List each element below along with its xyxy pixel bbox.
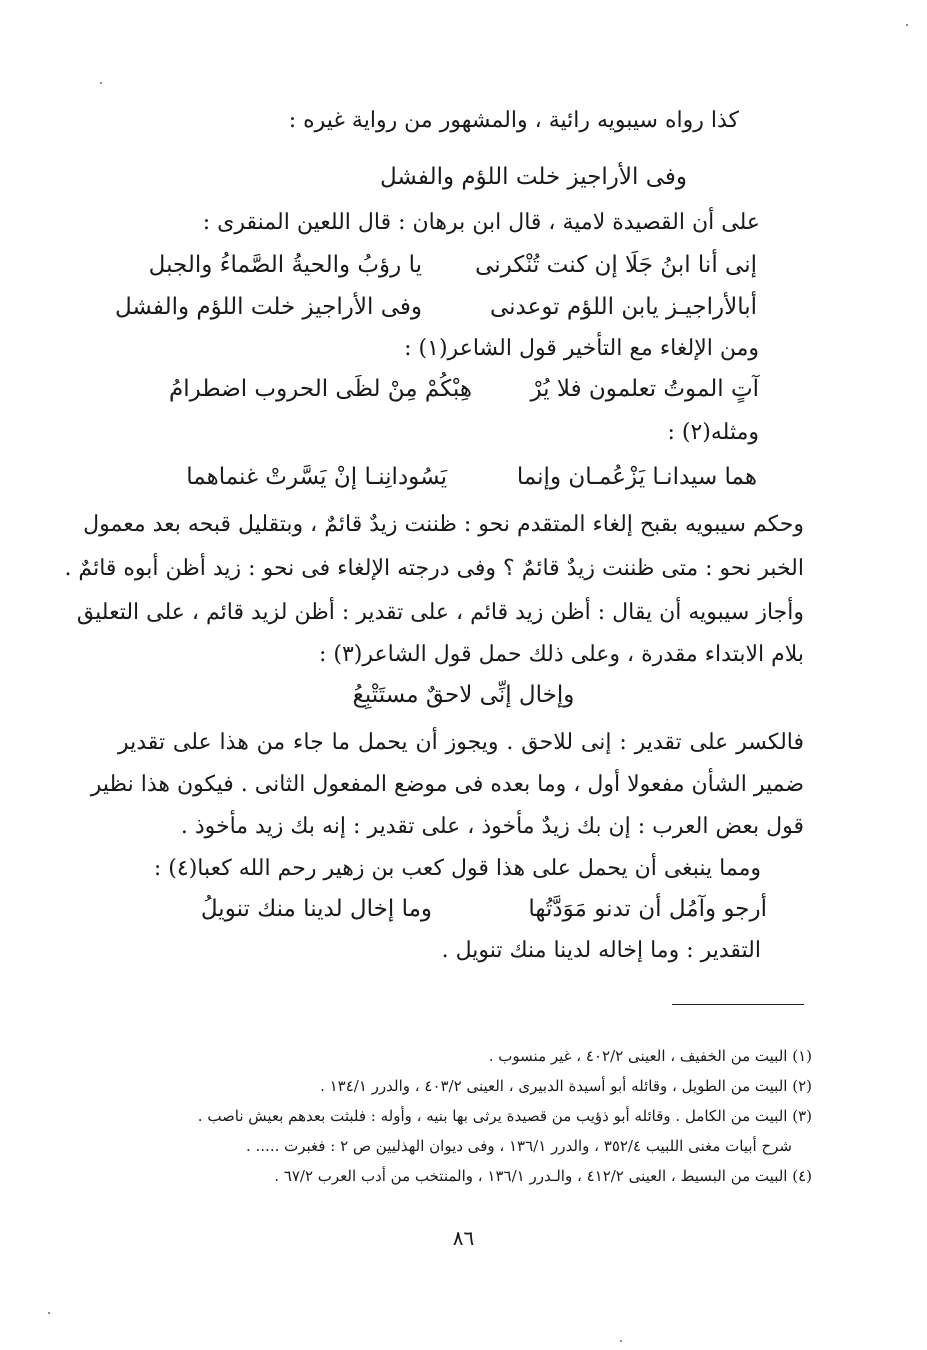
verse-second-hemistich: هِبْكُمْ مِنْ لظَى الحروب اضطرامُ (169, 376, 472, 402)
verse-second-hemistich: وما إخال لدينا منك تنويلُ (200, 896, 432, 922)
text-line: بلام الابتداء مقدرة ، وعلى ذلك حمل قول الشاعر(٣) : (318, 642, 804, 667)
text-line: قول بعض العرب : إن بك زيدٌ مأخوذ ، على تقدير : إنه بك زيد مأخوذ . (180, 814, 804, 839)
verse-half-line: وإخال إنِّى لاحقٌ مستَتْبِعُ (352, 682, 575, 708)
verse-first-hemistich: أرجو وآمُل أن تدنو مَوَدَّتُها (528, 896, 767, 922)
verse-first-hemistich: إنى أنا ابنُ جَلَا إن كنت تُنْكرنى (475, 252, 757, 278)
verse-first-hemistich: أبالأراجيـز يابن اللؤم توعدنى (489, 294, 757, 320)
footnote: (٣) البيت من الكامل . وقائله أبو ذؤيب من قصيدة يرثى بها بنيه ، وأوله : فلبثت بعدهم بعيش ناصب . (197, 1107, 812, 1125)
text-line: ومن الإلغاء مع التأخير قول الشاعر(١) : (404, 336, 759, 361)
scan-speck (100, 82, 102, 84)
text-line: وأجاز سيبويه أن يقال : أظن زيد قائم ، على تقدير : أظن لزيد قائم ، على التعليق (76, 600, 804, 625)
text-line: الخبر نحو : متى ظننت زيدٌ قائمٌ ؟ وفى درجته الإلغاء فى نحو : زيد أظن أبوه قائمٌ . (64, 556, 804, 581)
text-line: التقدير : وما إخاله لدينا منك تنويل . (441, 938, 761, 963)
verse-first-hemistich: آتٍ الموتُ تعلمون فلا يُرْ (530, 376, 759, 402)
text-line: ومثله(٢) : (667, 420, 759, 445)
scan-speck (620, 1340, 622, 1342)
scan-speck (48, 1312, 50, 1314)
text-line: على أن القصيدة لامية ، قال ابن برهان : قال اللعين المنقرى : (202, 210, 760, 235)
verse-first-hemistich: هما سيدانـا يَزْعُمـان وإنما (516, 464, 757, 490)
footnote-separator (672, 1004, 804, 1005)
text-line: ضمير الشأن مفعولا أول ، وما بعده فى موضع المفعول الثانى . فيكون هذا نظير (90, 772, 804, 797)
verse-second-hemistich: وفى الأراجيز خلت اللؤم والفشل (115, 294, 422, 320)
verse-second-hemistich: يَسُودانِنـا إنْ يَسَّرتْ غنماهما (186, 464, 447, 490)
text-line: ومما ينبغى أن يحمل على هذا قول كعب بن زهير رحم الله كعبا(٤) : (153, 856, 761, 881)
footnote: (١) البيت من الخفيف ، العينى ٤٠٢/٢ ، غير منسوب . (488, 1047, 812, 1065)
verse-second-hemistich: يا رؤبُ والحيةُ الصَّماءُ والجبل (148, 252, 422, 278)
text-line: وحكم سيبويه بقبح إلغاء المتقدم نحو : ظننت زيدٌ قائمٌ ، وبتقليل قبحه بعد معمول (83, 512, 804, 537)
text-line: فالكسر على تقدير : إنى للاحق . ويجوز أن يحمل ما جاء من هذا على تقدير (118, 730, 804, 755)
footnote: شرح أبيات مغنى اللبيب ٣٥٢/٤ ، والدرر ١٣٦/١ ، وفى ديوان الهذليين ص ٢ : فغبرت ..... . (245, 1137, 792, 1155)
verse-half-line: وفى الأراجيز خلت اللؤم والفشل (380, 164, 687, 190)
text-line: كذا رواه سيبويه رائية ، والمشهور من رواية غيره : (288, 108, 739, 133)
footnote: (٤) البيت من البسيط ، العينى ٤١٢/٢ ، والـدرر ١٣٦/١ ، والمنتخب من أدب العرب ٦٧/٢ . (274, 1167, 812, 1185)
scan-speck (906, 24, 908, 26)
page-number: ٨٦ (452, 1226, 475, 1250)
footnote: (٢) البيت من الطويل ، وقائله أبو أسيدة الدبيرى ، العينى ٤٠٣/٢ ، والدرر ١٣٤/١ . (320, 1077, 812, 1095)
